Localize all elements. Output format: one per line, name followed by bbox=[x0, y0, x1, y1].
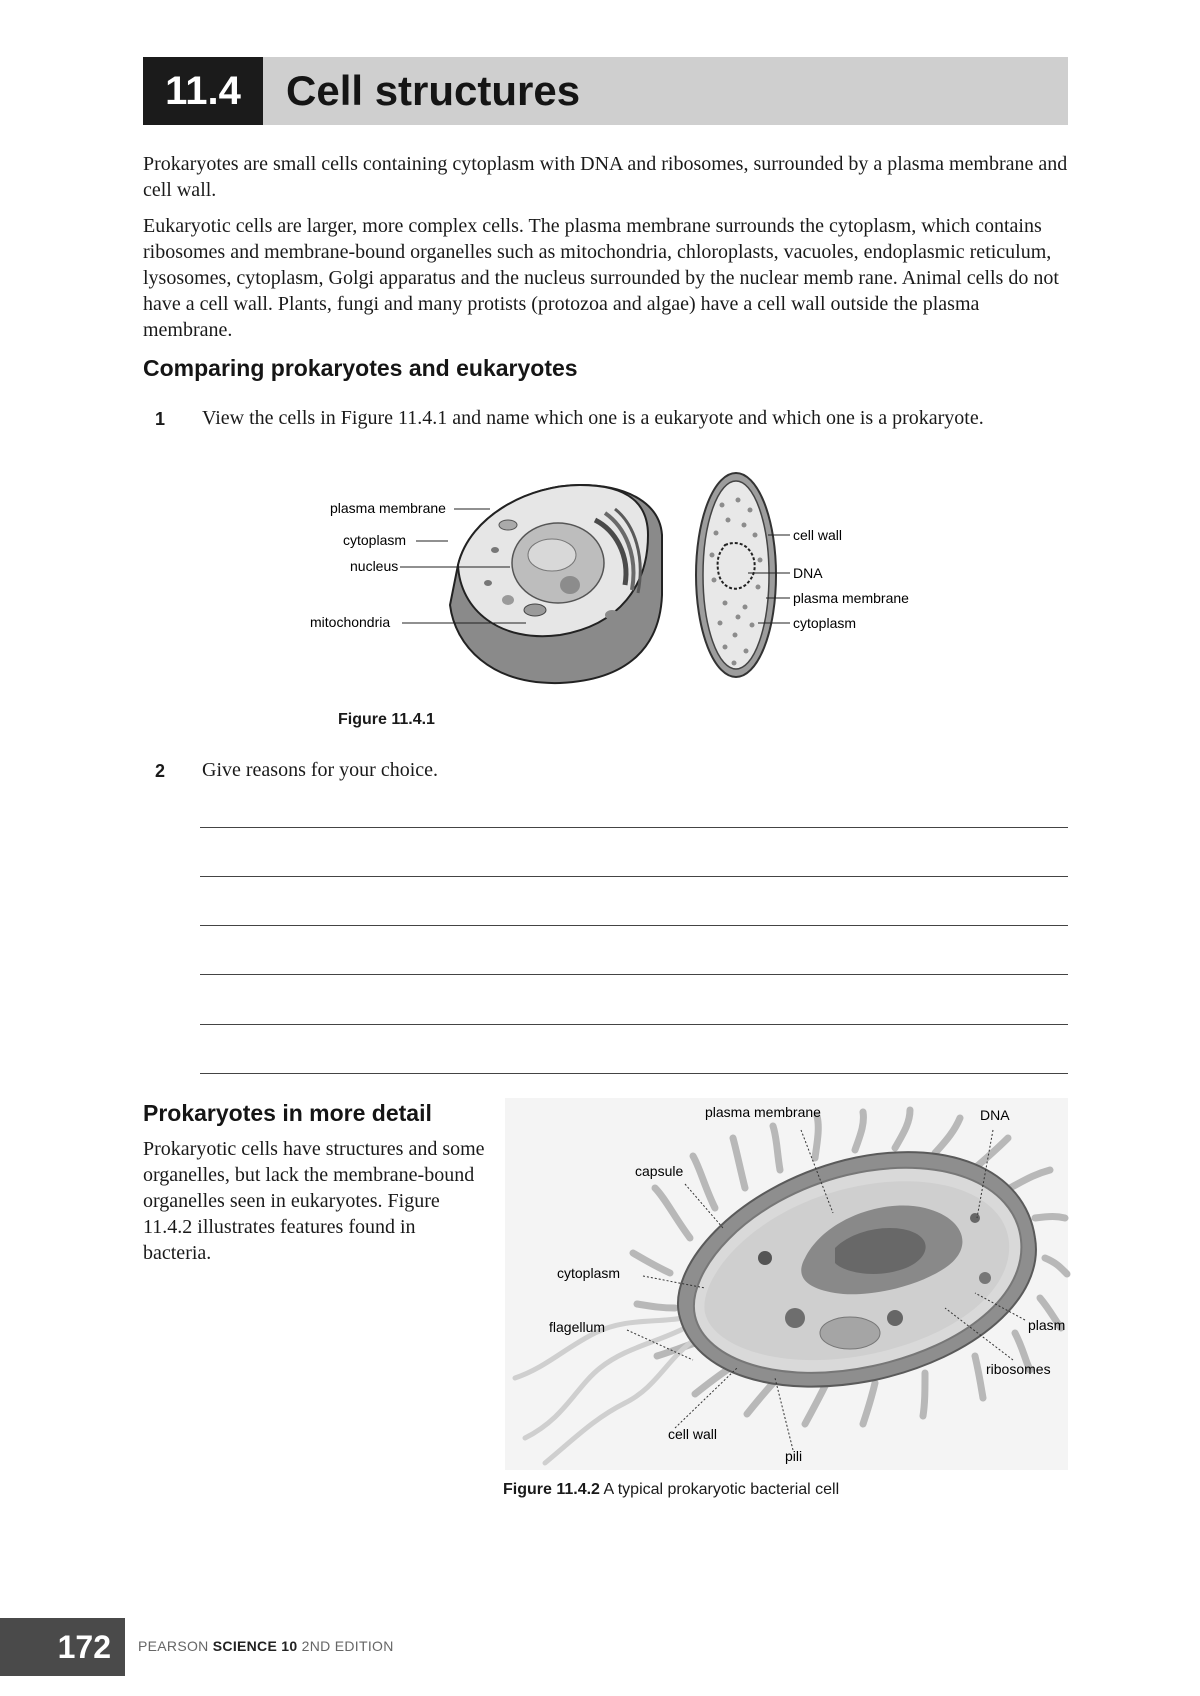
label-dna-fig2: DNA bbox=[980, 1107, 1010, 1123]
section-number: 11.4 bbox=[143, 57, 263, 125]
intro-paragraph-2: Eukaryotic cells are larger, more complex cells. The plasma membrane surrounds the cytoplasm, which contains ribosomes and membrane-bound organelles such as mitochondria, chloroplasts, vacuoles, endoplasmic reticulum, lysosomes, cytoplasm, Golgi apparatus and the nucleus surrounded by the nuclear memb rane. Animal cells do not have a cell wall. Plants, fungi and many protists (protozoa and algae) have a cell wall outside the plasma membrane. bbox=[143, 215, 1059, 341]
label-nucleus: nucleus bbox=[350, 558, 399, 574]
label-cytoplasm: cytoplasm bbox=[343, 532, 407, 548]
figure-11-4-2-caption-text: A typical prokaryotic bacterial cell bbox=[599, 1481, 840, 1498]
figure-11-4-1 bbox=[310, 475, 950, 690]
label-plasma-membrane: plasma membrane bbox=[330, 500, 446, 516]
question-2-number: 2 bbox=[155, 761, 166, 781]
question-1-text: View the cells in Figure 11.4.1 and name which one is a eukaryote and which one is a prokaryote. bbox=[202, 407, 984, 429]
answer-line[interactable] bbox=[200, 827, 1068, 828]
question-1-number: 1 bbox=[155, 409, 166, 429]
prokaryotes-detail-heading: Prokaryotes in more detail bbox=[143, 1100, 432, 1126]
label-capsule: capsule bbox=[635, 1163, 684, 1179]
label-flagellum: flagellum bbox=[549, 1319, 606, 1335]
page-number: 172 bbox=[0, 1618, 125, 1676]
label-plasm: plasm bbox=[1028, 1317, 1066, 1333]
answer-line[interactable] bbox=[200, 876, 1068, 877]
intro-paragraph-1: Prokaryotes are small cells containing cytoplasm with DNA and ribosomes, surrounded by a plasma membrane and cell wall. bbox=[143, 153, 1068, 201]
section-heading-bar bbox=[143, 57, 1068, 125]
label-pili: pili bbox=[785, 1448, 803, 1464]
answer-line[interactable] bbox=[200, 1073, 1068, 1074]
figure-11-4-2-caption bbox=[503, 1481, 839, 1499]
figure-11-4-2-caption-number: Figure 11.4.2 bbox=[503, 1481, 600, 1498]
footer-edition: 2ND EDITION bbox=[297, 1638, 394, 1654]
label-cell-wall-fig2: cell wall bbox=[668, 1426, 718, 1442]
label-cytoplasm-fig2: cytoplasm bbox=[557, 1265, 621, 1281]
answer-line[interactable] bbox=[200, 974, 1068, 975]
label-ribosomes: ribosomes bbox=[986, 1361, 1051, 1377]
label-plasma-membrane-fig2: plasma membrane bbox=[705, 1104, 821, 1120]
figure-11-4-1-caption: Figure 11.4.1 bbox=[338, 711, 435, 728]
prokaryotes-detail-text: Prokaryotic cells have structures and some organelles, but lack the membrane-bound organelles seen in eukaryotes. Figure 11.4.2 illustrates features found in bacteria. bbox=[143, 1138, 485, 1264]
footer-publisher: PEARSON bbox=[138, 1638, 213, 1654]
section-title: Cell structures bbox=[286, 67, 581, 114]
figure-11-4-2 bbox=[505, 1098, 1068, 1470]
prokaryotic-cell-illustration bbox=[696, 473, 776, 677]
label-mitochondria: mitochondria bbox=[310, 614, 391, 630]
answer-line[interactable] bbox=[200, 925, 1068, 926]
footer-publication bbox=[138, 1638, 394, 1654]
label-dna: DNA bbox=[793, 565, 823, 581]
comparing-heading: Comparing prokaryotes and eukaryotes bbox=[143, 355, 578, 381]
eukaryotic-cell-illustration bbox=[450, 485, 662, 683]
answer-line[interactable] bbox=[200, 1024, 1068, 1025]
label-cell-wall: cell wall bbox=[793, 527, 843, 543]
label-cytoplasm-prokaryote: cytoplasm bbox=[793, 615, 857, 631]
question-2-text: Give reasons for your choice. bbox=[202, 759, 439, 781]
label-plasma-membrane-prokaryote: plasma membrane bbox=[793, 590, 909, 606]
footer-series: SCIENCE 10 bbox=[212, 1638, 298, 1654]
